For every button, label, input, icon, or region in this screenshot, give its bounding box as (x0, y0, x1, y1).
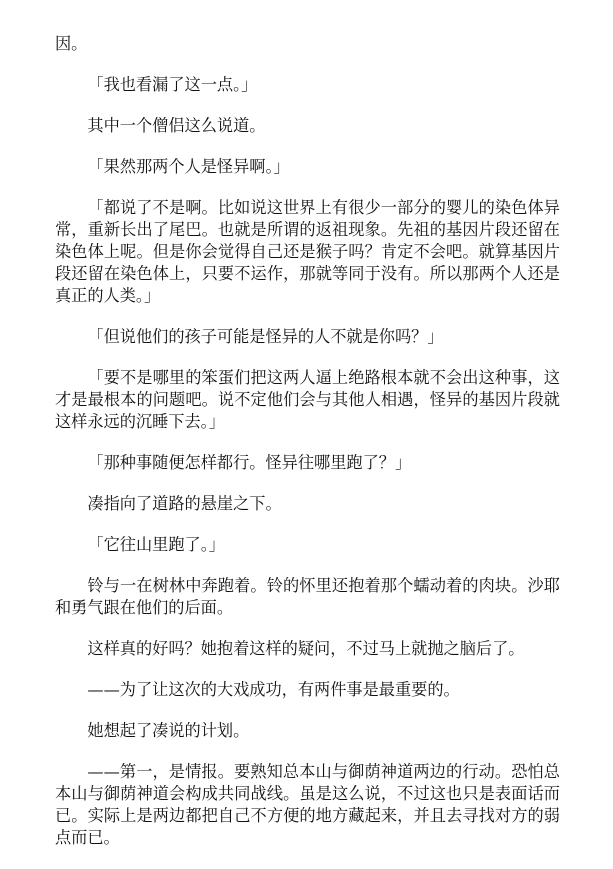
paragraph-9: 凑指向了道路的悬崖之下。 (87, 494, 282, 513)
paragraph-10: 「它往山里跑了。」 (87, 535, 225, 554)
page-body (55, 33, 560, 868)
paragraph-6: 「但说他们的孩子可能是怪异的人不就是你吗？」 (87, 327, 444, 346)
paragraph-14: 她想起了凑说的计划。 (87, 721, 250, 740)
paragraph-13: ——为了让这次的大戏成功，有两件事是最重要的。 (87, 680, 460, 699)
paragraph-2: 「我也看漏了这一点。」 (87, 75, 258, 94)
paragraph-8: 「那种事随便怎样都行。怪异往哪里跑了？」 (87, 453, 412, 472)
paragraph-3: 其中一个僧侣这么说道。 (87, 116, 266, 135)
paragraph-11: 铃与一在树林中奔跑着。铃的怀里还抱着那个蠕动着的肉块。沙耶和勇气跟在他们的后面。 (55, 576, 560, 617)
paragraph-12: 这样真的好吗？她抱着这样的疑问，不过马上就抛之脑后了。 (87, 639, 525, 658)
paragraph-7: 「要不是哪里的笨蛋们把这两人逼上绝路根本就不会出这种事，这才是最根本的问题吧。说不定他们会与其他人相遇，怪异的基因片段就这样永远的沉睡下去。」 (55, 368, 560, 431)
paragraph-1: 因。 (55, 34, 88, 53)
paragraph-15: ——第一，是情报。要熟知总本山与御荫神道两边的行动。恐怕总本山与御荫神道会构成共同战线。虽是这么说，不过这也只是表面话而已。实际上是两边都把自己不方便的地方藏起来，并且去寻找对方的弱点而已。 (55, 762, 560, 847)
paragraph-5: 「都说了不是啊。比如说这世界上有很少一部分的婴儿的染色体异常，重新长出了尾巴。也就是所谓的返祖现象。先祖的基因片段还留在染色体上呢。但是你会觉得自己还是猴子吗？肯定不会吧。就算基因片段还留在染色体上，只要不运作，那就等同于没有。所以那两个人还是真正的人类。」 (55, 198, 560, 305)
paragraph-4: 「果然那两个人是怪异啊。」 (87, 157, 290, 176)
